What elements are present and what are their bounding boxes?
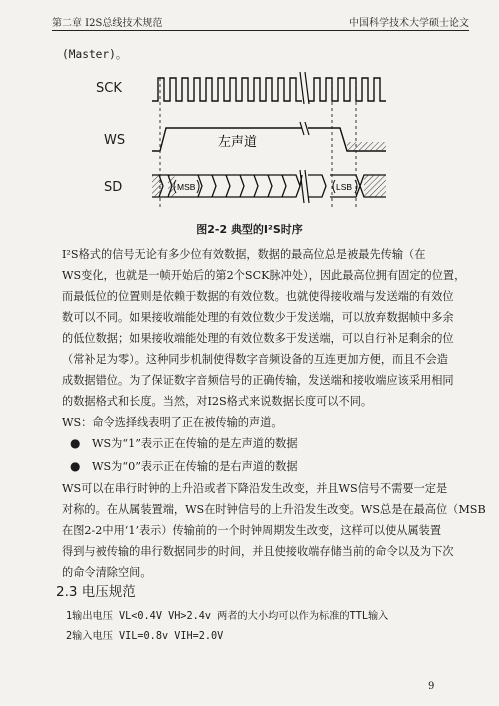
voltage-row-output: 1输出电压 VL<0.4V VH>2.4v 两者的大小均可以作为标准的TTL输入: [66, 611, 389, 622]
body-line: 得到与被传输的串行数据同步的时间，并且使接收端存储当前的命令以及为下次: [62, 545, 454, 558]
figure-number: 图2-2: [196, 223, 228, 236]
lsb-label: LSB: [336, 182, 353, 192]
body-line: 对称的。在从属装置端，WS在时钟信号的上升沿发生改变。WS总是在最高位（MSB: [62, 503, 486, 516]
sck-break-mark: [300, 72, 309, 104]
body-line: 数可以不同。如果接收端能处理的有效位数少于发送端，可以放弃数据帧中多余: [62, 311, 454, 324]
msb-label: MSB: [177, 182, 196, 192]
body-line: I²S格式的信号无论有多少位有效数据，数据的最高位总是被最先传输（在: [62, 248, 426, 261]
body-line: （常补足为零）。这种同步机制使得数字音频设备的互连更加方便，而且不会造: [62, 353, 448, 366]
bullet-dot: ●: [70, 436, 81, 450]
body-line: 成数据错位。为了保证数字音频信号的正确传输，发送端和接收端应该采用相同: [62, 374, 454, 387]
header-thesis-title: 中国科学技术大学硕士论文: [349, 18, 469, 29]
figure-caption: [0, 221, 499, 237]
sck-signal-label: SCK: [96, 81, 122, 96]
body-line: 的命令清除空间。: [62, 566, 152, 579]
ws-signal-label: WS: [104, 133, 126, 148]
intro-text: (Master)。: [62, 48, 128, 61]
figure-title: 典型的I²S时序: [230, 223, 303, 236]
i2s-timing-diagram: [0, 0, 499, 220]
ws-waveform-hatched-low: [347, 142, 386, 151]
body-line: 在图2-2中用‘1’表示）传输前的一个时钟周期发生改变，这样可以使从属装置: [62, 524, 442, 537]
left-channel-label: 左声道: [218, 135, 258, 150]
body-line: 的数据格式和长度。当然，对I2S格式来说数据长度可以不同。: [62, 395, 373, 408]
bullet-item-left-channel: WS为“1”表示正在传输的是左声道的数据: [92, 437, 298, 450]
ws-intro-line: WS：命令选择线表明了正在被传输的声道。: [62, 416, 283, 429]
voltage-row-input: 2输入电压 VIL=0.8v VIH=2.0V: [66, 631, 224, 642]
body-line: WS变化，也就是一帧开始后的第2个SCK脉冲处），因此最高位拥有固定的位置，: [62, 269, 466, 282]
bullet-dot: ●: [70, 459, 81, 473]
body-line: WS可以在串行时钟的上升沿或者下降沿发生改变，并且WS信号不需要一定是: [62, 482, 448, 495]
sck-waveform: [152, 78, 386, 101]
bullet-item-right-channel: WS为“0”表示正在传输的是右声道的数据: [92, 460, 298, 473]
page-number: 9: [428, 681, 435, 692]
section-heading: 2.3 电压规范: [56, 584, 136, 600]
header-chapter-title: 第二章 I2S总线技术规范: [52, 18, 163, 29]
body-line: 的低位数据；如果接收端能处理的有效位数多于发送端，可以自行补足剩余的位: [62, 332, 454, 345]
sd-signal-label: SD: [104, 180, 123, 195]
body-line: 而最低位的位置则是依赖于数据的有效位数。也就使得接收端与发送端的有效位: [62, 290, 454, 303]
